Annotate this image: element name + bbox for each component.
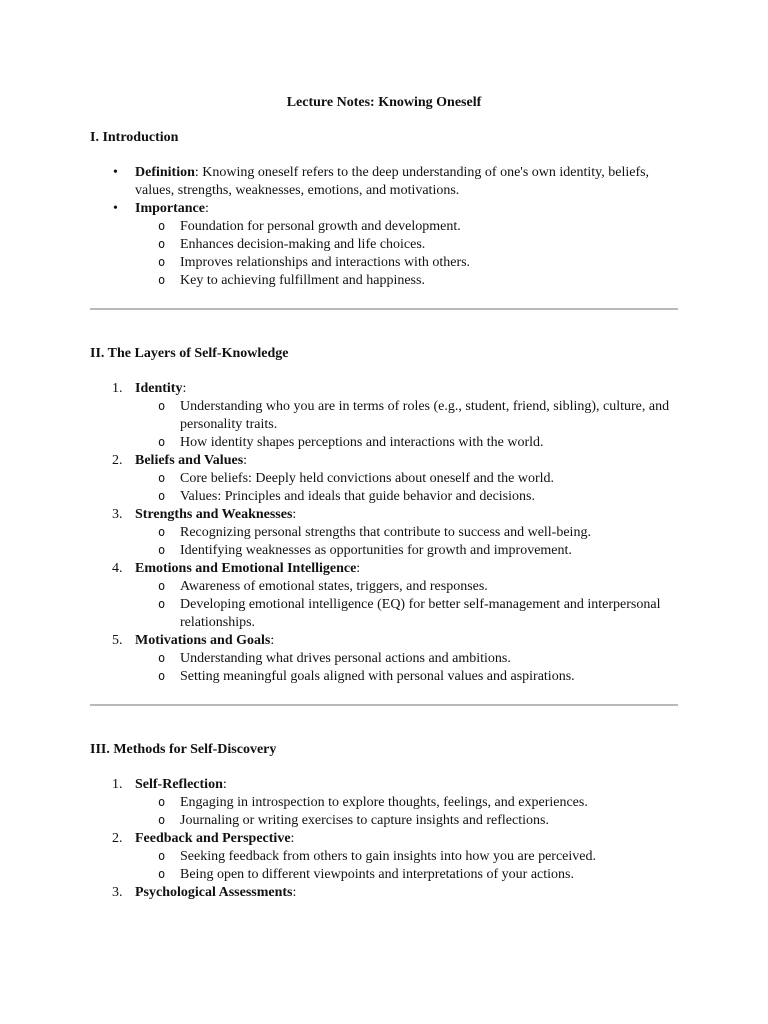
numbered-list [90,776,678,902]
sub-list [135,794,678,830]
term-label: Motivations and Goals [135,633,271,648]
sub-list-item: o Core beliefs: Deeply held convictions about oneself and the world. [180,470,678,488]
term-separator: : [292,507,297,522]
list-item-psychological-assessments [112,884,678,902]
list-item-motivations-and-goals [112,632,678,686]
sub-list-item: o Foundation for personal growth and development. [180,218,678,236]
sub-list-item: o Key to achieving fulfillment and happiness. [180,272,678,290]
term-separator: : [270,633,275,648]
term-separator: : [205,201,209,216]
list-number: 5. [112,633,123,648]
list-number: 2. [112,831,123,846]
term-label: Emotions and Emotional Intelligence [135,561,357,576]
section-heading: I. Introduction [90,130,179,145]
term-label: Identity [135,381,183,396]
list-item-self-reflection [112,776,678,830]
sub-list [135,218,678,290]
list-number: 1. [112,777,123,792]
term-label: Psychological Assessments [135,885,293,900]
list-item-strengths-and-weaknesses [112,506,678,560]
sub-list-item: o How identity shapes perceptions and interactions with the world. [180,434,678,452]
section-methods-for-self-discovery [90,741,678,902]
sub-list-item: o Enhances decision-making and life choices. [180,236,678,254]
numbered-list [90,380,678,686]
sub-list-item: o Understanding what drives personal actions and ambitions. [180,650,678,668]
list-item-beliefs-and-values [112,452,678,506]
list-item-emotions [112,560,678,632]
sub-list-item: o Setting meaningful goals aligned with personal values and aspirations. [180,668,678,686]
sub-list [135,524,678,560]
sub-list [135,848,678,884]
term-separator: : [290,831,295,846]
sub-list [135,470,678,506]
list-item-definition [135,164,678,200]
list-number: 3. [112,507,123,522]
term-separator: : [182,381,187,396]
term-separator: : [356,561,361,576]
section-layers-of-self-knowledge [90,345,678,686]
sub-list-item: o Seeking feedback from others to gain insights into how you are perceived. [180,848,678,866]
term-label: Self-Reflection [135,777,223,792]
sub-list [135,650,678,686]
sub-list [135,398,678,452]
sub-list-item: o Understanding who you are in terms of roles (e.g., student, friend, sibling), culture, and personality traits. [180,398,678,434]
term-separator: : [243,453,248,468]
list-item-feedback-and-perspective [112,830,678,884]
term-label: Feedback and Perspective [135,831,291,846]
term-separator: : [222,777,227,792]
list-item-identity [112,380,678,452]
sub-list-item: o Improves relationships and interactions with others. [180,254,678,272]
item-text: Knowing oneself refers to the deep understanding of one's own identity, beliefs, values, strengths, weaknesses, emotions, and motivations. [135,165,650,198]
sub-list-item: o Values: Principles and ideals that guide behavior and decisions. [180,488,678,506]
sub-list-item: o Being open to different viewpoints and interpretations of your actions. [180,866,678,884]
section-introduction [90,129,678,290]
list-item-importance [135,200,678,290]
term-label: Strengths and Weaknesses [135,507,293,522]
section-heading: II. The Layers of Self-Knowledge [90,346,289,361]
list-number: 1. [112,381,123,396]
term-label: Definition [135,165,195,180]
section-divider [90,704,678,706]
sub-list-item: o Developing emotional intelligence (EQ) for better self-management and interpersonal relationships. [180,596,678,632]
sub-list-item: o Identifying weaknesses as opportunities for growth and improvement. [180,542,678,560]
term-label: Beliefs and Values [135,453,244,468]
sub-list [135,578,678,632]
section-heading: III. Methods for Self-Discovery [90,742,277,757]
sub-list-item: o Recognizing personal strengths that contribute to success and well-being. [180,524,678,542]
document-title: Lecture Notes: Knowing Oneself [286,95,482,110]
sub-list-item: o Journaling or writing exercises to capture insights and reflections. [180,812,678,830]
term-separator: : [194,165,199,180]
list-number: 4. [112,561,123,576]
section-divider [90,308,678,310]
list-number: 3. [112,885,123,900]
sub-list-item: o Engaging in introspection to explore thoughts, feelings, and experiences. [180,794,678,812]
bullet-list [90,164,678,290]
term-label: Importance [135,201,205,216]
sub-list-item: o Awareness of emotional states, triggers, and responses. [180,578,678,596]
term-separator: : [292,885,297,900]
list-number: 2. [112,453,123,468]
